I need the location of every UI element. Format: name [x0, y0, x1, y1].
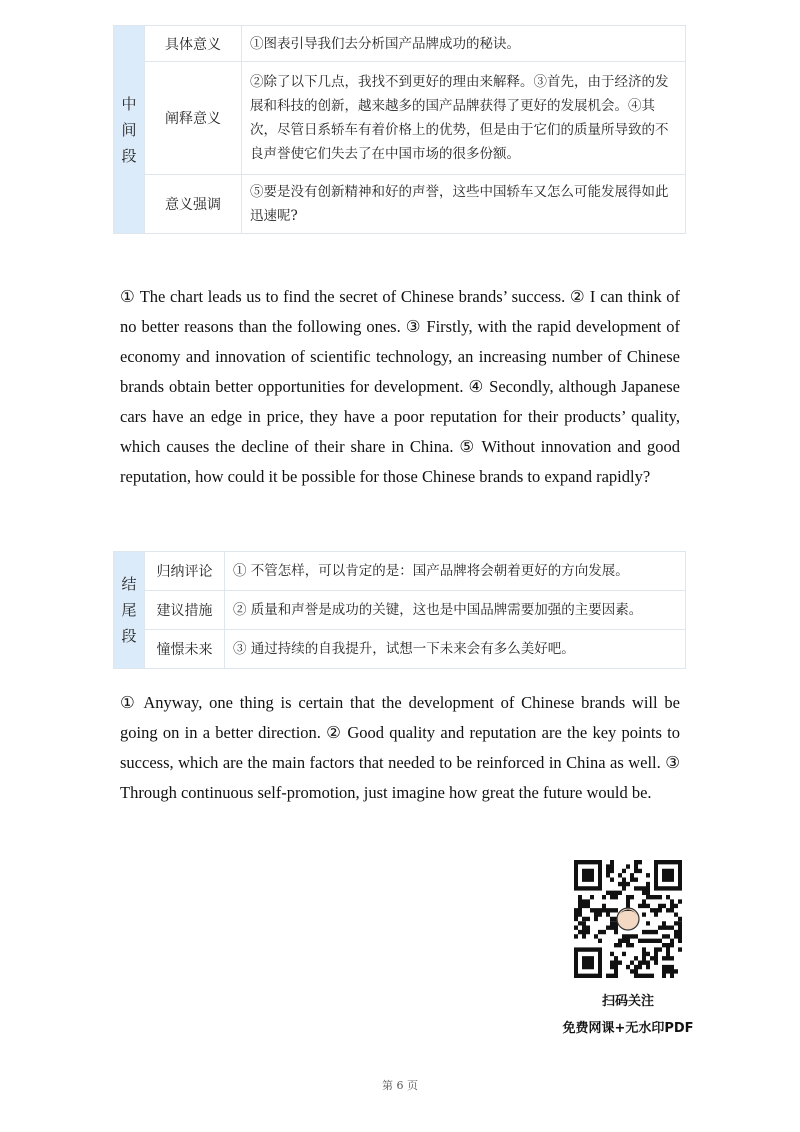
section-label-middle: 中 间 段 [114, 26, 145, 234]
qr-code-icon[interactable] [574, 860, 682, 978]
row-label: 具体意义 [145, 26, 242, 62]
row-text: ② 质量和声誉是成功的关键，这也是中国品牌需要加强的主要因素。 [225, 591, 686, 630]
table-row [114, 552, 686, 591]
row-label: 意义强调 [145, 175, 242, 234]
end-section-table [113, 551, 686, 669]
row-label: 阐释意义 [145, 62, 242, 175]
table-row [114, 62, 686, 175]
qr-block [560, 860, 696, 1036]
qr-caption-follow: 扫码关注 [601, 994, 654, 1009]
section-label-end: 结 尾 段 [114, 552, 145, 669]
table-row [114, 591, 686, 630]
paragraph-end: ① Anyway, one thing is certain that the development of Chinese brands will be going on in a better direction. ② Good quality and reputation are the key points to success, which are the main factors that needed to be reinforced in China as well. ③ Through continuous self-promotion, just imagine how great the future would be. [120, 693, 680, 802]
row-label: 憧憬未来 [145, 630, 225, 669]
table-row [114, 26, 686, 62]
paragraph-middle: ① The chart leads us to find the secret of Chinese brands’ success. ② I can think of no better reasons than the following ones. ③ Firstly, with the rapid development of economy and innovation of scientific technology, an increasing number of Chinese brands obtain better opportunities for development. ④ Secondly, although Japanese cars have an edge in price, they have a poor reputation for their products’ quality, which causes the decline of their share in China. ⑤ Without innovation and good reputation, how could it be possible for those Chinese brands to expand rapidly? [120, 287, 680, 486]
row-text: ① 不管怎样，可以肯定的是：国产品牌将会朝着更好的方向发展。 [225, 552, 686, 591]
row-text: ⑤要是没有创新精神和好的声誉，这些中国轿车又怎么可能发展得如此迅速呢? [242, 175, 686, 234]
page-number: 第 6 页 [382, 1079, 418, 1092]
row-text: ③ 通过持续的自我提升，试想一下未来会有多么美好吧。 [225, 630, 686, 669]
row-text: ②除了以下几点，我找不到更好的理由来解释。③首先，由于经济的发展和科技的创新，越来越多的国产品牌获得了更好的发展机会。④其次，尽管日系轿车有着价格上的优势，但是由于它们的质量所导致的不良声誉使它们失去了在中国市场的很多份额。 [242, 62, 686, 175]
row-label: 建议措施 [145, 591, 225, 630]
table-row [114, 630, 686, 669]
table-row [114, 175, 686, 234]
middle-section-table [113, 25, 686, 234]
row-text: ①图表引导我们去分析国产品牌成功的秘诀。 [242, 26, 686, 62]
row-label: 归纳评论 [145, 552, 225, 591]
qr-caption-offer: 免费网课+无水印PDF [562, 1021, 694, 1036]
